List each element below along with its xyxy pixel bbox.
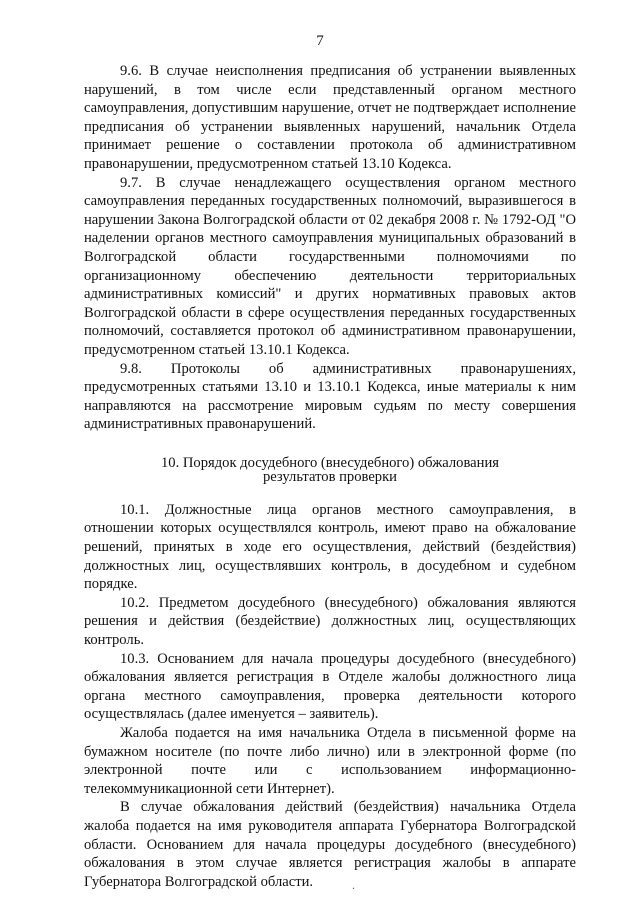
paragraph-10-3: 10.3. Основанием для начала процедуры досудебного (внесудебного) обжалования является регистрация в Отделе жалобы должностного лица органа местного самоуправления, проверка деятельности которого осуществлялась (далее именуется – заявитель). xyxy=(84,650,576,723)
section-heading xyxy=(84,456,576,484)
document-body xyxy=(84,62,576,891)
paragraph-complaint-form: Жалоба подается на имя начальника Отдела в письменной форме на бумажном носителе (по почте либо лично) или в электронной форме (по электронной почте или с использованием информационно-телекоммуникационной сети Интернет). xyxy=(84,725,576,797)
section-heading-line2: результатов проверки xyxy=(262,468,397,485)
page-number: 7 xyxy=(316,33,324,49)
paragraph-9-8: 9.8. Протоколы об административных правонарушениях, предусмотренных статьями 13.10 и 13.10.1 Кодекса, иные материалы к ним направляются на рассмотрение мировым судьям по месту совершения административных правонарушений. xyxy=(84,360,576,433)
paragraph-9-7: 9.7. В случае ненадлежащего осуществления органом местного самоуправления переданных государственных полномочий, выразившегося в нарушении Закона Волгоградской области от 02 декабря 2008 г. № 1792-ОД "О наделении органов местного самоуправления муниципальных образований в Волгоградской области государственными полномочиями по организационному обеспечению деятельности территориальных административных комиссий" и других нормативных правовых актов Волгоградской области в сфере осуществления переданных государственных полномочий, составляется протокол об административном правонарушении, предусмотренном статьей 13.10.1 Кодекса. xyxy=(84,174,576,358)
paragraph-9-6: 9.6. В случае неисполнения предписания об устранении выявленных нарушений, в том числе если представленный органом местного самоуправления, допустившим нарушение, отчет не подтверждает исполнение предписания об устранении выявленных нарушений, начальник Отдела принимает решение о составлении протокола об административном правонарушении, предусмотренном статьей 13.10 Кодекса. xyxy=(84,63,576,172)
paragraph-complaint-head: В случае обжалования действий (бездействия) начальника Отдела жалоба подается на имя руководителя аппарата Губернатора Волгоградской области. Основанием для начала процедуры досудебного (внесудебного) обжалования в этом случае является регистрация жалобы в аппарате Губернатора Волгоградской области. xyxy=(84,799,576,890)
section-heading-line1: 10. Порядок досудебного (внесудебного) обжалования xyxy=(160,454,499,471)
paragraph-10-1: 10.1. Должностные лица органов местного самоуправления, в отношении которых осуществлялся контроль, имеют право на обжалование решений, принятых в ходе его осуществления, действий (бездействия) должностных лиц, осуществлявших контроль, в досудебном и судебном порядке. xyxy=(84,501,576,593)
paragraph-10-2: 10.2. Предметом досудебного (внесудебного) обжалования являются решения и действия (бездействие) должностных лиц, осуществляющих контроль. xyxy=(84,594,576,649)
scan-dot: . xyxy=(352,878,355,892)
